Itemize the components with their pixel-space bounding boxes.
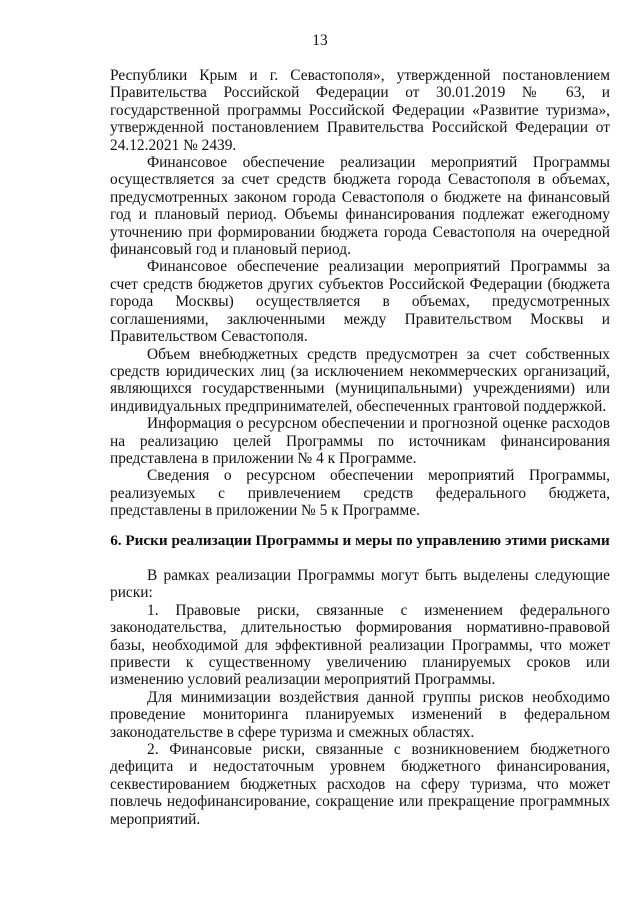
paragraph: Для минимизации воздействия данной группы рисков необходимо проведение мониторинга планируемых изменений в федеральном законодательстве в сфере туризма и смежных областях. [110,688,610,741]
risks-section [110,567,610,828]
paragraph: Информация о ресурсном обеспечении и прогнозной оценке расходов на реализацию целей Программы по источникам финансирования представлена в приложении № 4 к Программе. [110,415,610,467]
paragraph: Объем внебюджетных средств предусмотрен за счет собственных средств юридических лиц (за исключением некоммерческих организаций, являющихся государственными (муниципальными) учреждениями) или индивидуальных предпринимателей, обеспеченных грантовой поддержкой. [110,345,610,415]
paragraph: Финансовое обеспечение реализации мероприятий Программы осуществляется за счет средств бюджета города Севастополя в объемах, предусмотренных законом города Севастополя о бюджете на финансовый год и плановый период. Объемы финансирования подлежат ежегодному уточнению при формировании бюджета города Севастополя на очередной финансовый год и плановый период. [110,154,610,259]
paragraph: Сведения о ресурсном обеспечении мероприятий Программы, реализуемых с привлечением средств федерального бюджета, представлены в приложении № 5 к Программе. [110,467,610,520]
paragraph-continuation: Республики Крым и г. Севастополя», утвержденной постановлением Правительства Российской Федерации от 30.01.2019 № 63, и государственной программы Российской Федерации «Развитие туризма», утвержденной постановлением Правительства Российской Федерации от 24.12.2021 № 2439. [110,67,610,154]
section-heading: 6. Риски реализации Программы и меры по управлению этими рисками [110,532,610,549]
paragraph: В рамках реализации Программы могут быть выделены следующие риски: [110,567,610,602]
financing-section [110,67,610,520]
paragraph: Финансовое обеспечение реализации мероприятий Программы за счет средств бюджетов других субъектов Российской Федерации (бюджета города Москвы) осуществляется в объемах, предусмотренных соглашениями, заключенными между Правительством Москвы и Правительством Севастополя. [110,258,610,346]
list-item: 1. Правовые риски, связанные с изменением федерального законодательства, длительностью формирования нормативно-правовой базы, необходимой для эффективной реализации Программы, что может привести к существенному увеличению планируемых сроков или изменению условий реализации мероприятий Программы. [110,601,610,689]
list-item: 2. Финансовые риски, связанные с возникновением бюджетного дефицита и недостаточным уровнем бюджетного финансирования, секвестированием бюджетных расходов на сферу туризма, что может повлечь недофинансирование, сокращение или прекращение программных мероприятий. [110,741,610,828]
page-number: 13 [312,32,328,49]
